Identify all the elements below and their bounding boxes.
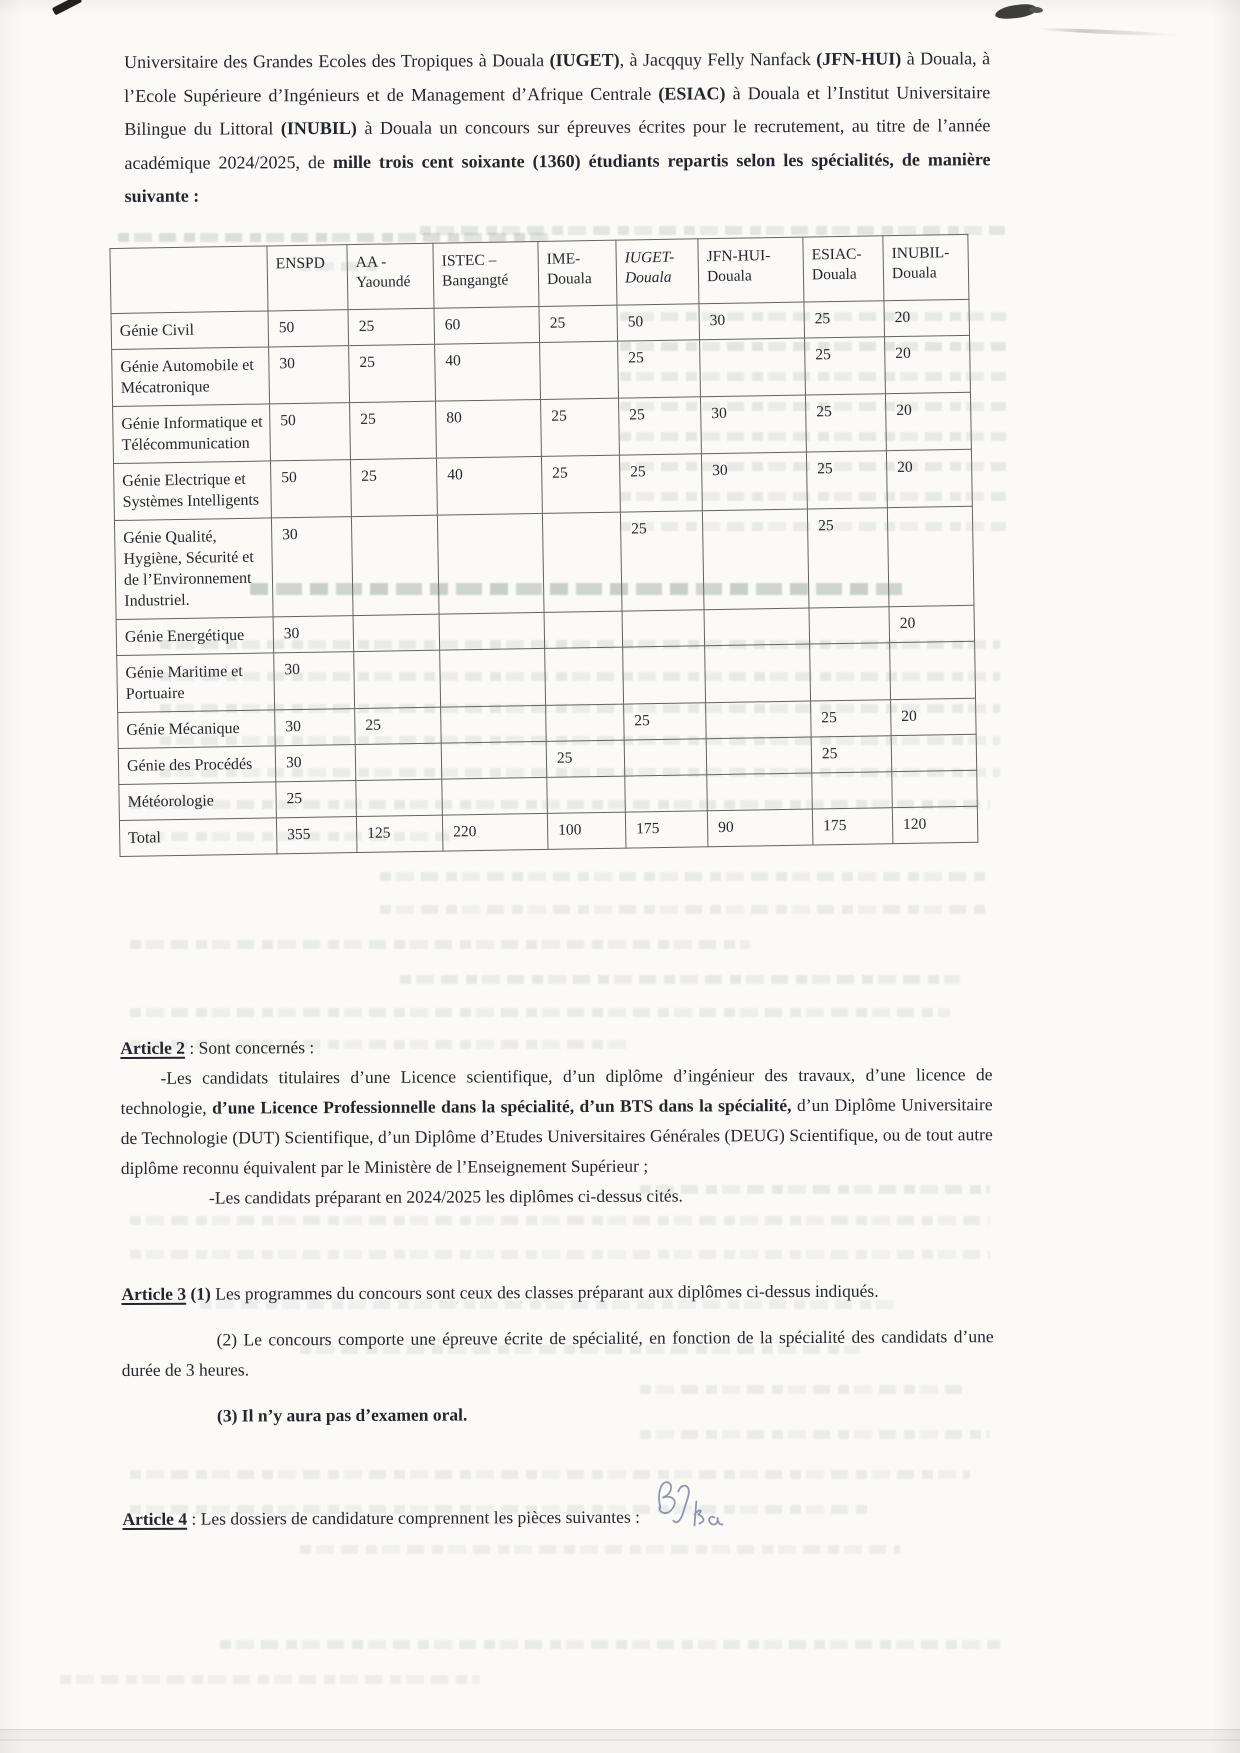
value-cell: 30 xyxy=(701,452,807,511)
value-cell: 20 xyxy=(885,392,971,450)
value-cell: 40 xyxy=(435,342,541,401)
value-cell xyxy=(810,642,891,700)
value-cell: 25 xyxy=(618,339,701,397)
article-4 xyxy=(122,1463,994,1534)
value-cell xyxy=(356,779,443,816)
value-cell: 25 xyxy=(811,699,892,736)
value-cell: 20 xyxy=(889,605,975,642)
value-cell: 25 xyxy=(348,308,435,345)
value-cell xyxy=(625,774,708,811)
text-segment: (IUGET) xyxy=(549,49,620,71)
article-2-item-1 xyxy=(120,1059,993,1183)
text-segment: d’un Diplôme Universitaire de Technologie (DUT) Scientifique, d’un Diplôme d’Etudes Universitaires Générales (DEUG) Scientifique, ou de tout autre diplôme reconnu équivalent par le Ministère de l’Enseignement Supérieur ; xyxy=(120,1093,993,1178)
value-cell xyxy=(542,512,622,612)
value-cell: 50 xyxy=(617,303,700,340)
column-header xyxy=(110,245,268,313)
text-segment: à Douala un concours sur épreuves écrites pour le recrutement, au titre de l’année académique 2024/2025, de xyxy=(124,115,991,173)
intro-paragraph xyxy=(124,42,991,213)
article-3-paragraph-3: (3) Il n’y aura pas d’examen oral. xyxy=(216,1403,468,1426)
table-row xyxy=(114,506,974,619)
scan-edge-band xyxy=(0,1729,1240,1753)
value-cell: 30 xyxy=(699,302,805,340)
value-cell: 25 xyxy=(350,401,437,459)
specialty-cell: Génie Informatique et Télécommunication xyxy=(113,403,271,463)
value-cell xyxy=(442,777,548,815)
value-cell xyxy=(890,641,976,699)
value-cell: 30 xyxy=(275,744,356,781)
value-cell: 40 xyxy=(436,456,542,515)
value-cell: 355 xyxy=(276,816,357,853)
text-segment: (1) xyxy=(190,1283,211,1304)
text-segment: (INUBIL) xyxy=(280,117,357,139)
value-cell: 25 xyxy=(349,344,436,402)
text-segment: Article 2 xyxy=(120,1037,186,1058)
text-segment: mille trois cent soixante (1360) étudiants repartis selon les spécialités, de manière suivante : xyxy=(124,148,991,206)
value-cell: 25 xyxy=(624,702,707,739)
value-cell xyxy=(354,650,441,708)
specialty-cell: Génie Maritime et Portuaire xyxy=(117,652,275,712)
text-segment: à Douala, à l’Ecole Supérieure d’Ingénieurs et de Management d’Afrique Centrale xyxy=(124,48,991,106)
value-cell: 120 xyxy=(892,806,978,843)
value-cell xyxy=(544,611,623,648)
value-cell xyxy=(546,704,625,741)
value-cell: 20 xyxy=(885,335,971,393)
text-segment: d’une Licence Professionnelle dans la spécialité, d’un BTS dans la spécialité, xyxy=(212,1094,792,1118)
article-4-line xyxy=(122,1463,994,1534)
value-cell xyxy=(547,776,626,813)
column-header: JFN-HUI-Douala xyxy=(698,237,804,304)
text-segment: , à Jacqquy Felly Nanfack xyxy=(619,48,817,70)
column-header: ISTEC – Bangangté xyxy=(433,241,539,308)
value-cell xyxy=(623,645,706,703)
value-cell: 20 xyxy=(886,449,972,507)
value-cell xyxy=(355,743,442,780)
value-cell xyxy=(441,741,547,779)
value-cell: 30 xyxy=(700,395,806,454)
value-cell xyxy=(706,701,812,739)
specialty-cell: Génie Energétique xyxy=(116,616,274,655)
value-cell xyxy=(892,770,978,807)
column-header: INUBIL-Douala xyxy=(883,234,969,300)
value-cell xyxy=(887,506,974,606)
column-header: ESIAC-Douala xyxy=(803,235,884,301)
value-cell xyxy=(540,341,619,399)
value-cell: 30 xyxy=(271,516,353,616)
value-cell xyxy=(706,737,812,775)
column-header: IUGET-Douala xyxy=(616,238,699,304)
value-cell: 30 xyxy=(269,345,350,403)
value-cell: 25 xyxy=(350,458,437,516)
article-4-text xyxy=(122,1506,644,1528)
value-cell xyxy=(624,738,707,775)
value-cell: 30 xyxy=(273,615,354,652)
text-segment: Article 3 xyxy=(121,1283,187,1304)
text-segment: Article 4 xyxy=(122,1508,188,1529)
article-3 xyxy=(121,1275,994,1431)
value-cell: 25 xyxy=(804,300,885,337)
specialty-cell: Génie Civil xyxy=(111,310,269,349)
text-segment: : Sont concernés : xyxy=(184,1036,315,1058)
value-cell xyxy=(622,609,705,646)
text-segment: (ESIAC) xyxy=(658,82,726,104)
value-cell: 220 xyxy=(442,813,548,851)
text-segment: : Les dossiers de candidature comprennent les pièces suivantes : xyxy=(187,1506,645,1529)
text-segment: Les programmes du concours sont ceux des classes préparant aux diplômes ci-dessus indiqués. xyxy=(210,1280,879,1304)
text-segment: Universitaire des Grandes Ecoles des Tropiques à Douala xyxy=(124,50,550,72)
value-cell xyxy=(440,648,546,707)
value-cell: 25 xyxy=(619,453,702,511)
article-2 xyxy=(120,1029,993,1213)
text-segment: -Les candidats titulaires d’une Licence scientifique, d’un diplôme d’ingénieur des travaux, d’une licence de technologie, xyxy=(120,1063,993,1118)
value-cell: 25 xyxy=(546,740,625,777)
article-2-item-2: -Les candidats préparant en 2024/2025 les diplômes ci-dessus cités. xyxy=(208,1185,683,1208)
value-cell: 30 xyxy=(274,651,355,709)
value-cell: 50 xyxy=(268,309,349,346)
column-header: IME-Douala xyxy=(538,240,617,306)
allocation-table xyxy=(109,233,978,856)
value-cell: 25 xyxy=(806,450,887,508)
value-cell: 25 xyxy=(805,336,886,394)
value-cell xyxy=(441,705,547,743)
value-cell xyxy=(705,644,811,703)
value-cell: 25 xyxy=(811,735,892,772)
value-cell: 20 xyxy=(884,299,970,336)
value-cell: 175 xyxy=(625,810,708,847)
value-cell xyxy=(891,734,977,771)
value-cell xyxy=(700,338,806,397)
value-cell: 60 xyxy=(434,306,540,344)
specialty-cell: Génie Mécanique xyxy=(118,709,276,748)
value-cell: 25 xyxy=(807,507,889,607)
article-3-paragraph-2: (2) Le concours comporte une épreuve écrite de spécialité, en fonction de la spécialité des candidats d’une durée de 3 heures. xyxy=(121,1325,994,1380)
specialty-cell: Météorologie xyxy=(119,781,277,820)
value-cell xyxy=(704,608,810,646)
value-cell: 25 xyxy=(539,305,618,342)
value-cell xyxy=(545,647,624,705)
value-cell: 25 xyxy=(355,707,442,744)
bleedthrough-artifact xyxy=(60,1675,480,1684)
value-cell: 80 xyxy=(436,399,542,458)
value-cell xyxy=(439,612,545,650)
article-2-heading xyxy=(120,1029,992,1063)
value-cell: 25 xyxy=(620,510,704,610)
value-cell: 30 xyxy=(275,708,356,745)
value-cell: 90 xyxy=(707,808,813,846)
column-header: ENSPD xyxy=(267,244,348,310)
text-segment: à Douala et l’Institut Universitaire Bilingue du Littoral xyxy=(124,81,991,139)
specialty-cell: Génie Automobile et Mécatronique xyxy=(112,346,270,406)
value-cell: 50 xyxy=(270,459,351,517)
value-cell: 175 xyxy=(812,807,893,844)
value-cell: 25 xyxy=(276,780,357,817)
value-cell xyxy=(812,771,893,808)
bleedthrough-artifact xyxy=(300,1545,900,1554)
value-cell: 125 xyxy=(356,815,443,852)
specialty-cell: Génie Electrique et Systèmes Intelligents xyxy=(114,460,272,520)
specialty-cell: Total xyxy=(119,817,277,856)
value-cell xyxy=(351,515,439,615)
value-cell: 20 xyxy=(891,698,977,735)
handwritten-paraph xyxy=(650,1473,734,1531)
table-body xyxy=(111,299,978,856)
value-cell: 25 xyxy=(618,396,701,454)
column-header: AA - Yaoundé xyxy=(347,243,434,309)
value-cell: 25 xyxy=(541,398,620,456)
value-cell xyxy=(702,509,809,610)
value-cell: 25 xyxy=(541,455,620,513)
text-segment: (JFN-HUI) xyxy=(816,48,902,69)
value-cell: 25 xyxy=(805,393,886,451)
value-cell xyxy=(353,614,440,651)
value-cell: 100 xyxy=(547,812,626,849)
specialty-cell: Génie Qualité, Hygiène, Sécurité et de l’Environnement Industriel. xyxy=(114,517,273,619)
value-cell xyxy=(707,773,813,811)
article-3-paragraph-1 xyxy=(121,1275,993,1309)
specialty-cell: Génie des Procédés xyxy=(118,745,276,784)
document-content xyxy=(116,42,996,1533)
value-cell xyxy=(437,513,544,614)
value-cell: 50 xyxy=(270,402,351,460)
value-cell xyxy=(809,606,890,643)
bleedthrough-artifact xyxy=(220,1640,1000,1649)
